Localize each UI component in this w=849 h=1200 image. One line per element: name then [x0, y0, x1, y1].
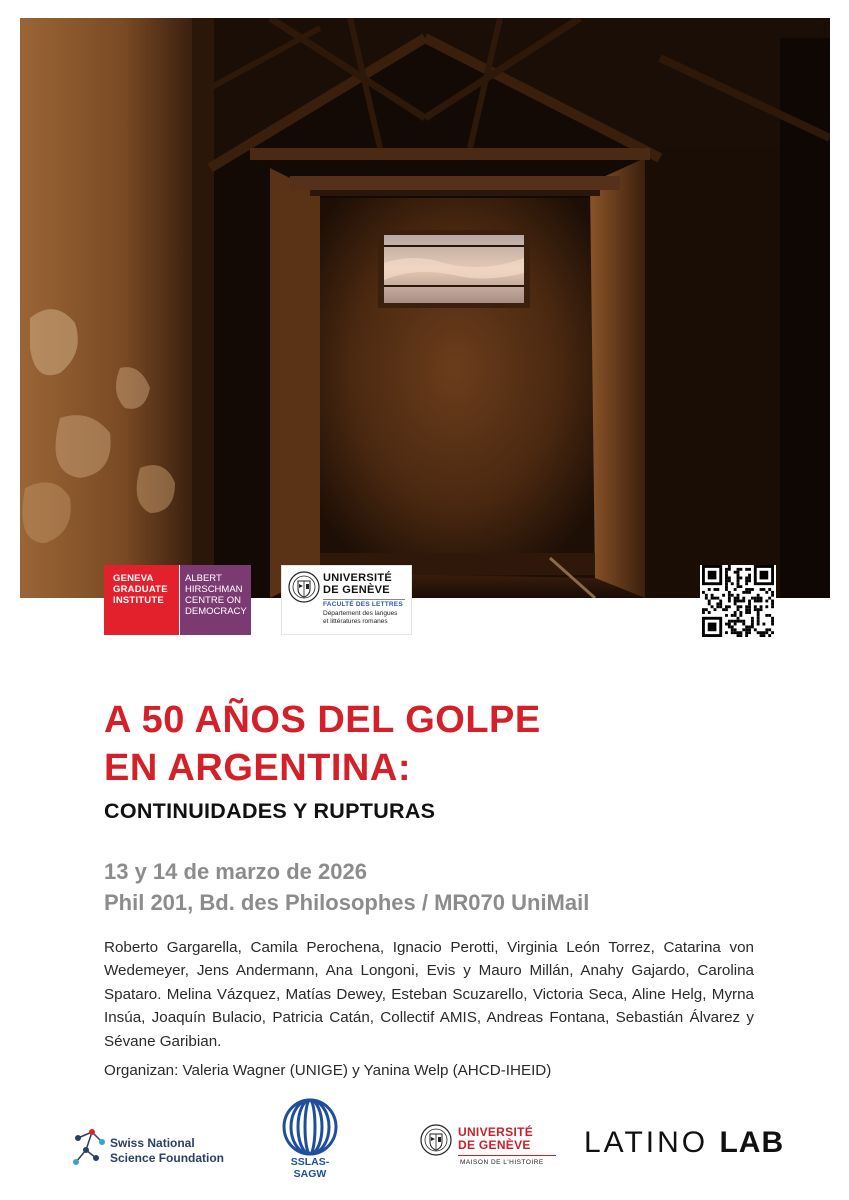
poster-subtitle: CONTINUIDADES Y RUPTURAS: [104, 799, 436, 823]
event-venue: Phil 201, Bd. des Philosophes / MR070 UniMail: [104, 890, 590, 915]
globe-rings-icon: [282, 1098, 338, 1156]
ahcd-line: CENTRE ON: [185, 595, 241, 606]
ggi-line: GRADUATE: [113, 584, 168, 595]
hero-photo: [20, 18, 830, 598]
poster-title: [104, 696, 541, 792]
maison-label: MAISON DE L'HISTOIRE: [460, 1159, 544, 1166]
title-line: EN ARGENTINA:: [104, 747, 411, 789]
unige-letters-logo: [281, 565, 412, 635]
ahcd-line: DEMOCRACY: [185, 606, 247, 617]
department-line: et littératures romanes: [323, 618, 388, 625]
event-date: 13 y 14 de marzo de 2026: [104, 859, 367, 884]
snsf-logo: [72, 1124, 247, 1168]
unige-name-line: DE GENÈVE: [458, 1138, 531, 1152]
organizers-line: Organizan: Valeria Wagner (UNIGE) y Yanina Welp (AHCD-IHEID): [104, 1062, 552, 1079]
snsf-line: Science Foundation: [110, 1151, 225, 1165]
network-nodes-icon: [72, 1124, 108, 1168]
albert-hirschman-centre-logo: [179, 565, 251, 635]
participants-list: Roberto Gargarella, Camila Perochena, Ignacio Perotti, Virginia León Torrez, Catarina von Wedemeyer, Jens Andermann, Ana Longoni, Evis y Mauro Millán, Anahy Gajardo, Carolina Spataro. Melina Vázquez, Matías Dewey, Esteban Scuzarello, Victoria Seca, Aline Helg, Myrna Insúa, Joaquín Bulacio, Patricia Catán, Collectif AMIS, Andreas Fontana, Sebastián Álvarez y Sévane Garibian.: [104, 939, 754, 1050]
attic-window-photo: [20, 18, 830, 598]
latino-lab-logo: [584, 1125, 784, 1161]
unige-maison-logo: [420, 1122, 545, 1172]
sslas-label: SSLAS-SAGW: [290, 1156, 330, 1180]
qr-code-icon[interactable]: [700, 565, 776, 637]
ahcd-line: HIRSCHMAN: [185, 584, 243, 595]
ahcd-line: ALBERT: [185, 573, 222, 584]
ggi-line: INSTITUTE: [113, 595, 164, 606]
department-label: [323, 610, 397, 626]
lab-word: LAB: [719, 1126, 785, 1159]
faculty-label: FACULTÉ DES LETTRES: [323, 601, 403, 608]
snsf-name: [110, 1136, 224, 1166]
latino-word: LATINO: [584, 1126, 720, 1159]
department-line: Département des langues: [323, 610, 398, 617]
unige-seal-icon: [288, 571, 320, 603]
divider: [323, 599, 405, 600]
unige-seal-icon: [420, 1124, 452, 1156]
ggi-line: GENEVA: [113, 573, 154, 584]
divider: [458, 1155, 556, 1156]
unige-name: [458, 1126, 533, 1152]
unige-name-line: DE GENÈVE: [323, 584, 390, 596]
geneva-graduate-institute-logo: [104, 565, 179, 635]
unige-name-line: UNIVERSITÉ: [458, 1125, 534, 1139]
title-line: A 50 AÑOS DEL GOLPE: [104, 699, 541, 741]
unige-name: [323, 572, 392, 596]
snsf-line: Swiss National: [110, 1136, 195, 1150]
sslas-logo: [275, 1096, 345, 1180]
unige-name-line: UNIVERSITÉ: [323, 572, 393, 584]
